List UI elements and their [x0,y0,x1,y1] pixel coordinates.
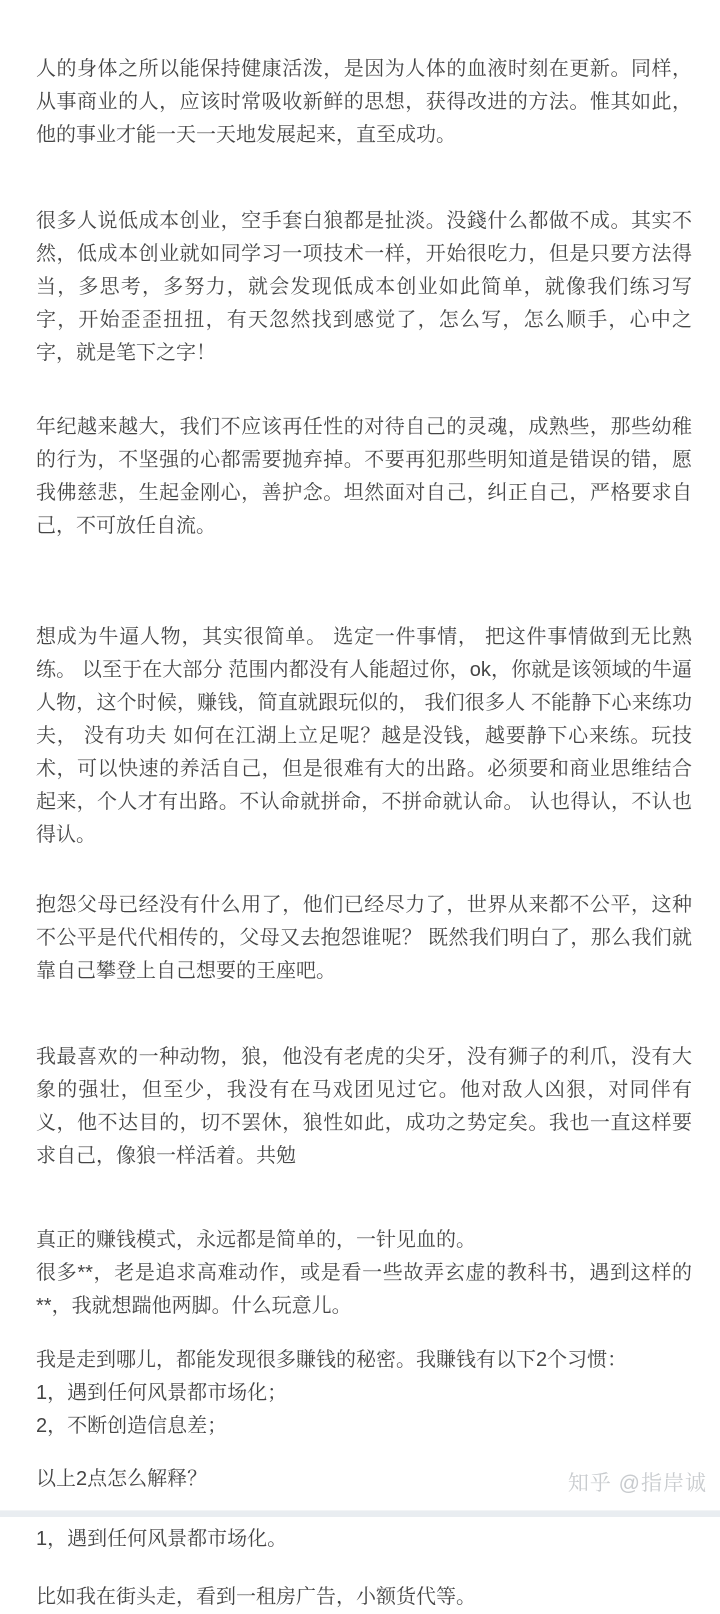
paragraph-line: 2，不断创造信息差； [36,1415,228,1437]
paragraph-text: 人的身体之所以能保持健康活泼，是因为人体的血液时刻在更新。同样，从事商业的人，应该时常吸收新鲜的思想，获得改进的方法。惟其如此，他的事业才能一天一天地发展起来，直至成功。 [36,58,692,146]
paragraph-line: 真正的赚钱模式，永远都是简单的，一针见血的。 [36,1229,476,1251]
paragraph-text: 抱怨父母已经没有什么用了，他们已经尽力了，世界从来都不公平，这种不公平是代代相传的，父母又去抱怨谁呢？ 既然我们明白了，那么我们就靠自己攀登上自己想要的王座吧。 [36,894,692,982]
paragraph-text: 以上2点怎么解释？ [36,1468,208,1490]
paragraph [36,889,692,988]
paragraph-text: 很多人说低成本创业，空手套白狼都是扯淡。没錢什么都做不成。其实不然，低成本创业就如同学习一项技术一样，开始很吃力，但是只要方法得当，多思考，多努力，就会发现低成本创业如此简单，就像我们练习写字，开始歪歪扭扭，有天忽然找到感觉了，怎么写，怎么顺手，心中之字，就是笔下之字！ [36,210,692,364]
zhihu-watermark: 知乎 @指岸诚 [567,1472,707,1495]
paragraph-text: 年纪越来越大，我们不应该再任性的对待自己的灵魂，成熟些，那些幼稚的行为，不坚强的心都需要抛弃掉。不要再犯那些明知道是错误的错，愿我佛慈悲，生起金刚心，善护念。坦然面对自己，纠正自己，严格要求自己，不可放任自流。 [36,416,692,537]
paragraph-line: 1，遇到任何风景都市场化； [36,1382,288,1404]
paragraph-line: 很多**，老是追求高难动作，或是看一些故弄玄虚的教科书，遇到这样的**，我就想踹他两脚。什么玩意儿。 [36,1262,692,1317]
footer-bar [0,1510,720,1517]
paragraph-text: 想成为牛逼人物，其实很简单。 选定一件事情， 把这件事情做到无比熟练。 以至于在大部分 范围内都没有人能超过你，ok，你就是该领域的牛逼人物，这个时候，赚钱，简直就跟玩似的， 我们很多人 不能静下心来练功夫， 没有功夫 如何在江湖上立足呢？越是没钱，越要静下心来练。玩技术，可以快速的养活自己，但是很难有大的出路。必须要和商业思维结合起来，个人才有出路。不认命就拼命，不拼命就认命。 认也得认，不认也得认。 [36,626,692,846]
paragraph-text: 我最喜欢的一种动物，狼，他没有老虎的尖牙，没有狮子的利爪，没有大象的强壮，但至少，我没有在马戏团见过它。他对敌人凶狠，对同伴有义，他不达目的，切不罢休，狼性如此，成功之势定矣。我也一直这样要求自己，像狼一样活着。共勉 [36,1046,692,1167]
paragraph [36,621,692,852]
paragraph [36,1523,692,1556]
paragraph-text: 1，遇到任何风景都市场化。 [36,1528,288,1550]
paragraph [36,205,692,370]
paragraph-line: 我是走到哪儿，都能发现很多賺钱的秘密。我賺钱有以下2个习惯： [36,1349,628,1371]
paragraph [36,1041,692,1173]
paragraph [36,411,692,543]
paragraph [36,1581,692,1614]
paragraph [36,53,692,152]
paragraph-text: 比如我在街头走，看到一租房广告，小额货代等。 [36,1586,476,1608]
